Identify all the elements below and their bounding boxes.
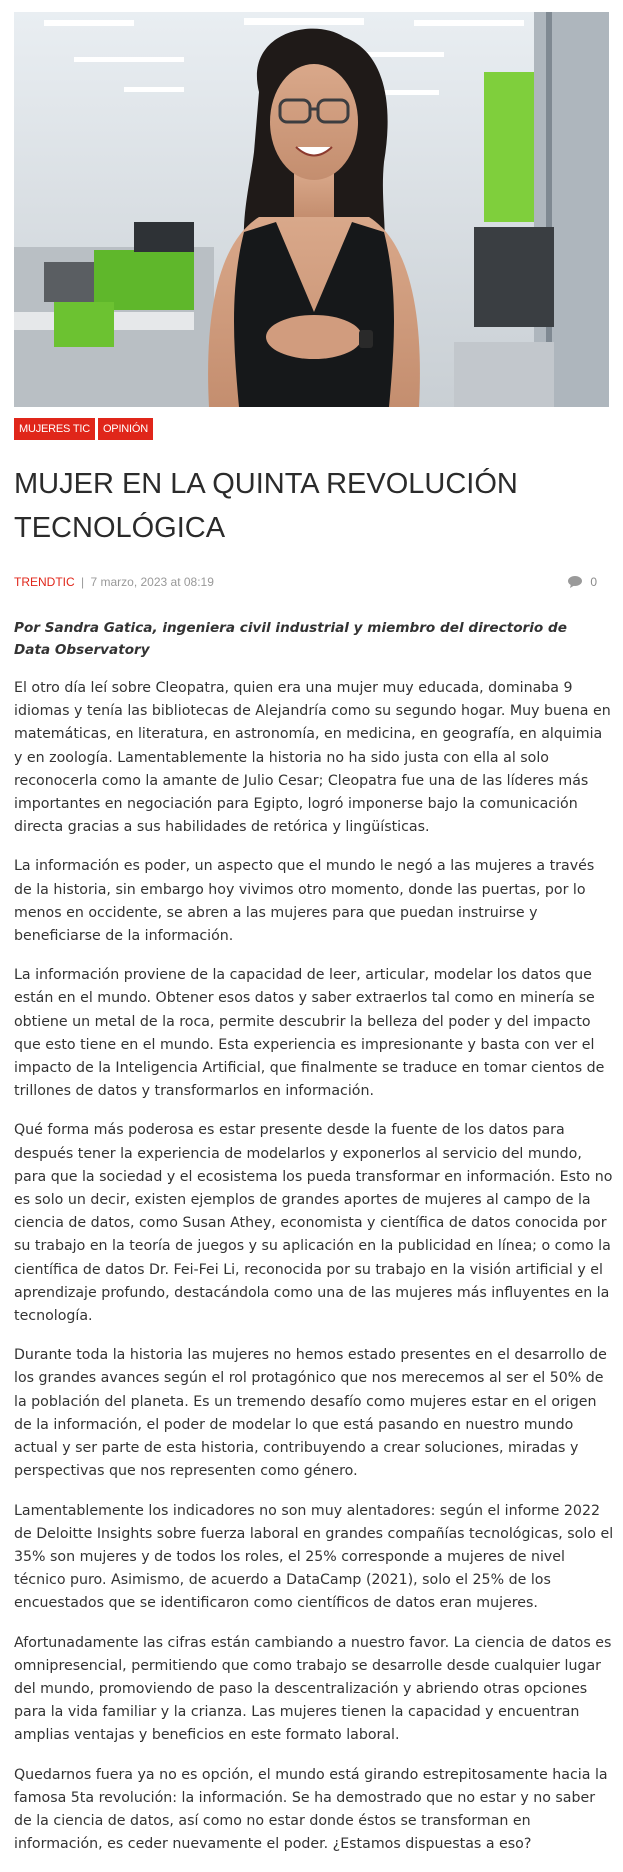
article-meta bbox=[14, 575, 609, 593]
paragraph: El otro día leí sobre Cleopatra, quien era una mujer muy educada, dominaba 9 idiomas y tenía las bibliotecas de Alejandría como su segundo hogar. Muy buena en matemáticas, en literatura, en astronomía, en medicina, en geografía, en alquimia y en zoología. Lamentablemente la historia no ha sido justa con ella al solo reconocerla como la amante de Julio Cesar; Cleopatra fue una de las líderes más importantes en negociación para Egipto, logró imponerse bajo la comunicación directa gracias a sus habilidades de retórica y lingüísticas. bbox=[14, 680, 611, 836]
paragraph: Durante toda la historia las mujeres no hemos estado presentes en el desarrollo de los grandes avances según el rol protagónico que nos merecemos al ser el 50% de la población del planeta. Es un tremendo desafío como mujeres estar en el origen de la información, el poder de modelar lo que está pasando en nuestro mundo actual y ser parte de esta historia, contribuyendo a crear soluciones, miradas y perspectivas que nos representen como género. bbox=[14, 1347, 607, 1480]
author-link[interactable]: TRENDTIC bbox=[14, 575, 75, 589]
comments-link[interactable] bbox=[568, 575, 597, 589]
article-body bbox=[14, 677, 614, 1872]
tag-mujeres-tic[interactable]: MUJERES TIC bbox=[14, 418, 95, 440]
comments-count: 0 bbox=[590, 575, 597, 589]
paragraph: Afortunadamente las cifras están cambiando a nuestro favor. La ciencia de datos es omnipresencial, permitiendo que como trabajo se desarrolle desde cualquier lugar del mundo, promoviendo de paso la descentralización y abriendo otras opciones para la vida familiar y la crianza. Las mujeres tienen la capacidad y encuentran amplias ventajas y beneficios en este formato laboral. bbox=[14, 1634, 612, 1744]
publish-date: 7 marzo, 2023 at 08:19 bbox=[90, 575, 214, 589]
paragraph: Qué forma más poderosa es estar presente desde la fuente de los datos para después tener la experiencia de modelarlos y exponerlos al servicio del mundo, para que la sociedad y el ecosistema los pueda transformar en información. Esto no es solo un decir, existen ejemplos de grandes aportes de mujeres al campo de la ciencia de datos, como Susan Athey, economista y científica de datos conocida por su trabajo en la teoría de juegos y su aplicación en la publicidad en línea; o como la científica de datos Dr. Fei-Fei Li, reconocida por su trabajo en la visión artificial y el aprendizaje profundo, destacándola como una de las mujeres más influyentes en la tecnología. bbox=[14, 1122, 613, 1325]
meta-separator: | bbox=[81, 575, 85, 589]
paragraph: Lamentablemente los indicadores no son muy alentadores: según el informe 2022 de Deloitte Insights sobre fuerza laboral en grandes compañías tecnológicas, solo el 35% son mujeres y de todos los roles, el 25% corresponde a mujeres de nivel técnico puro. Asimismo, de acuerdo a DataCamp (2021), solo el 25% de los encuestados que se identificaron como científicos de datos eran mujeres. bbox=[14, 1502, 614, 1612]
tag-opinion[interactable]: OPINIÓN bbox=[98, 418, 153, 440]
category-tags bbox=[14, 418, 153, 440]
byline: Por Sandra Gatica, ingeniera civil industrial y miembro del directorio de Data Observatory bbox=[14, 620, 567, 658]
paragraph: La información es poder, un aspecto que el mundo le negó a las mujeres a través de la historia, sin embargo hoy vivimos otro momento, donde las puertas, por lo menos en occidente, se abren a las mujeres para que puedan instruirse y beneficiarse de la información. bbox=[14, 858, 595, 945]
speech-bubble-icon bbox=[568, 575, 590, 589]
paragraph: La información proviene de la capacidad de leer, articular, modelar los datos que están en el mundo. Obtener esos datos y saber extraerlos tal como en minería se obtiene un metal de la roca, permite descubrir la belleza del poder y del impacto que esto tiene en el mundo. Esta experiencia es impresionante y basta con ver el impacto de la Inteligencia Artificial, que finalmente se traduce en tomar cientos de trillones de datos y transformarlos en información. bbox=[14, 967, 605, 1100]
paragraph: Quedarnos fuera ya no es opción, el mundo está girando estrepitosamente hacia la famosa 5ta revolución: la información. Se ha demostrado que no estar y no saber de la ciencia de datos, así como no estar donde éstos se transforman en información, es ceder nuevamente el poder. ¿Estamos dispuestas a eso? bbox=[14, 1766, 608, 1853]
featured-image bbox=[14, 12, 609, 407]
article-title: MUJER EN LA QUINTA REVOLUCIÓN TECNOLÓGICA bbox=[14, 468, 518, 544]
